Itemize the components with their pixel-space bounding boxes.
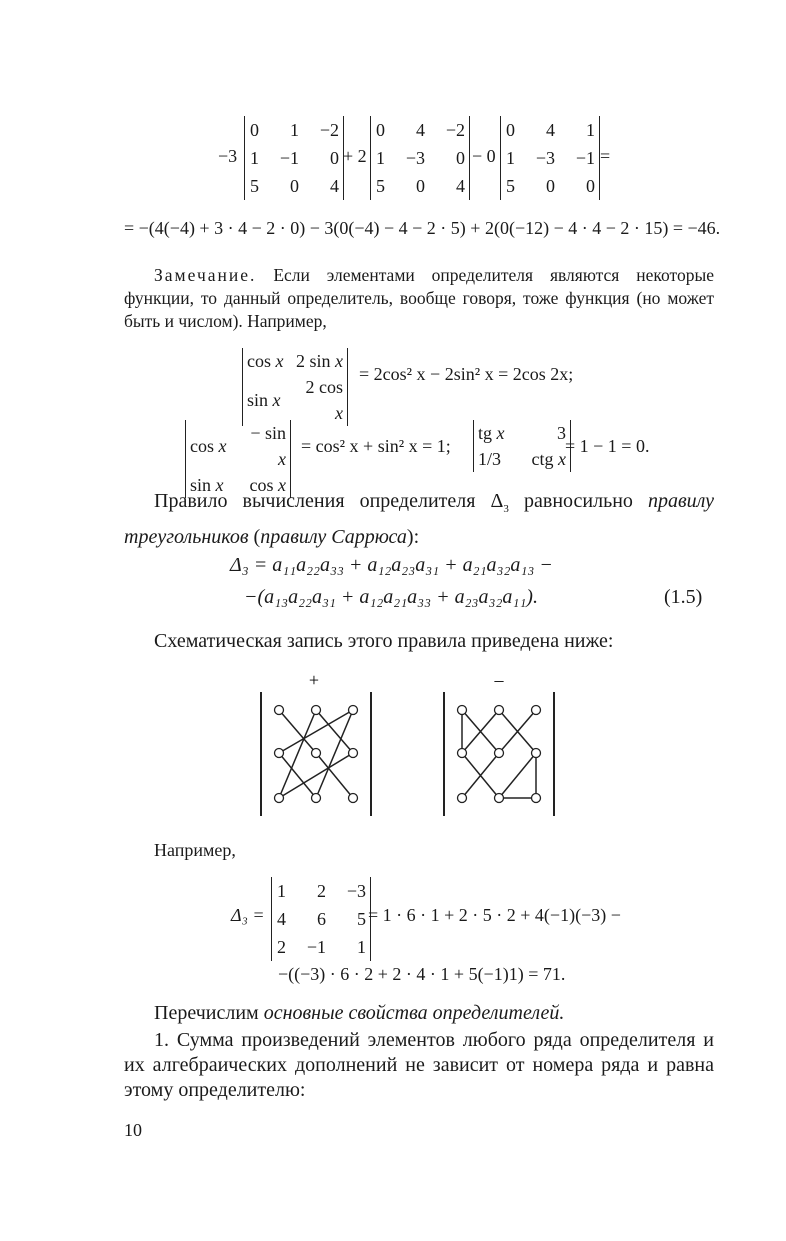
- determinant-1: [244, 116, 344, 200]
- detA-cell-1-2: 2 sin x: [295, 351, 343, 371]
- minus-node-1-2: [495, 706, 504, 715]
- detB-cell-2-2: cos x: [249, 475, 286, 495]
- detD-cell-1-1: 1: [277, 881, 286, 901]
- det3-cell-2-3: −1: [575, 148, 595, 168]
- detB-cell-1-2: − sin x: [250, 423, 286, 469]
- plus-edge-8: [279, 710, 353, 753]
- det2-cell-1-2: 4: [416, 120, 425, 140]
- zero-rhs: = 1 − 1 = 0.: [565, 436, 650, 456]
- delta-subscript: 3: [503, 503, 509, 515]
- det1-cell-3-3: 4: [330, 176, 339, 196]
- detD-cell-1-3: −3: [346, 881, 366, 901]
- one-rhs: = cos² x + sin² x = 1;: [301, 436, 451, 456]
- for-example-label: Например,: [154, 840, 236, 860]
- minus-node-1-3: [532, 706, 541, 715]
- coef-3: − 0: [472, 146, 496, 166]
- minus-edge-6: [499, 753, 536, 798]
- minus-node-2-2: [495, 749, 504, 758]
- numeric-line-2: −((−3) · 6 · 2 + 2 · 4 · 1 + 5(−1)1) = 71.: [278, 964, 566, 984]
- det2-cell-3-2: 0: [416, 176, 425, 196]
- page-number: 10: [124, 1120, 142, 1140]
- rule-name-triangles: правилу треугольников: [124, 490, 715, 548]
- detD-cell-2-3: 5: [357, 909, 366, 929]
- det1-cell-2-3: 0: [330, 148, 339, 168]
- plus-node-2-2: [312, 749, 321, 758]
- det1-cell-3-1: 5: [250, 176, 259, 196]
- detD-cell-3-2: −1: [306, 937, 326, 957]
- expansion-result: = −(4(−4) + 3 · 4 − 2 · 0) − 3(0(−4) − 4 − 2 · 5) + 2(0(−12) − 4 · 4 − 2 · 15) = −46.: [124, 218, 721, 238]
- remark-label: Замечание.: [154, 265, 257, 285]
- det3-cell-1-2: 4: [546, 120, 555, 140]
- plus-edge-5: [279, 710, 316, 798]
- formula-line-2: −(a₁₃a₂₂a₃₁ + a₁₂a₂₁a₃₃ + a₂₃a₃₂a₁₁).: [244, 586, 538, 608]
- minus-node-1-1: [458, 706, 467, 715]
- det2-cell-1-3: −2: [445, 120, 465, 140]
- schema-intro: Схематическая запись этого правила приведена ниже:: [154, 630, 614, 652]
- determinant-numeric: [271, 877, 371, 961]
- det2-cell-2-3: 0: [456, 148, 465, 168]
- det3-cell-1-3: 1: [586, 120, 595, 140]
- minus-node-2-3: [532, 749, 541, 758]
- coef-1: −3: [218, 146, 238, 166]
- plus-node-1-2: [312, 706, 321, 715]
- sarrus-schema: [250, 668, 570, 820]
- plus-node-3-2: [312, 794, 321, 803]
- coef-2: + 2: [343, 146, 367, 166]
- det3-cell-3-3: 0: [586, 176, 595, 196]
- detC-cell-2-2: ctg x: [531, 449, 566, 469]
- sarrus-intro-mid: равносильно: [508, 490, 648, 512]
- plus-label: +: [308, 670, 320, 690]
- minus-node-3-2: [495, 794, 504, 803]
- property-1: [124, 1028, 714, 1103]
- determinant-3: [500, 116, 600, 200]
- plus-node-2-1: [275, 749, 284, 758]
- plus-edge-6: [279, 753, 316, 798]
- schema-plus-diagram: [261, 692, 371, 816]
- det1-cell-1-2: 1: [290, 120, 299, 140]
- property-1-text: 1. Сумма произведений элементов любого ряда определителя и их алгебраических дополнений не зависит от номера ряда и равна этому определителю:: [124, 1029, 714, 1101]
- numeric-lhs: Δ₃ =: [231, 905, 265, 925]
- detD-cell-1-2: 2: [317, 881, 326, 901]
- formula-number: (1.5): [664, 586, 703, 608]
- det2-cell-1-1: 0: [376, 120, 385, 140]
- sarrus-intro-text: Правило вычисления определителя Δ: [154, 490, 504, 512]
- detB-cell-2-1: sin x: [190, 475, 224, 495]
- numeric-line-1: = 1 · 6 · 1 + 2 · 5 · 2 + 4(−1)(−3) −: [368, 905, 621, 925]
- plus-edge-2: [316, 753, 353, 798]
- detA-cell-2-2: 2 cos x: [305, 377, 343, 423]
- detA-cell-2-1: sin x: [247, 390, 281, 410]
- plus-node-1-3: [349, 706, 358, 715]
- plus-node-1-1: [275, 706, 284, 715]
- remark-paragraph: [124, 264, 714, 333]
- det3-cell-2-2: −3: [535, 148, 555, 168]
- minus-node-2-1: [458, 749, 467, 758]
- equals-sign: =: [600, 146, 611, 166]
- det1-cell-1-1: 0: [250, 120, 259, 140]
- det3-cell-2-1: 1: [506, 148, 515, 168]
- det3-cell-1-1: 0: [506, 120, 515, 140]
- properties-intro-italic: основные свойства определителей.: [263, 1002, 565, 1024]
- formula-line-1: Δ₃ = a₁₁a₂₂a₃₃ + a₁₂a₂₃a₃₁ + a₂₁a₃₂a₁₃ −: [230, 554, 553, 576]
- det2-cell-2-1: 1: [376, 148, 385, 168]
- detC-cell-1-2: 3: [557, 423, 566, 443]
- detD-cell-3-1: 2: [277, 937, 286, 957]
- det1-cell-2-2: −1: [279, 148, 299, 168]
- det2-cell-3-3: 4: [456, 176, 465, 196]
- properties-intro-plain: Перечислим: [154, 1002, 264, 1024]
- det3-cell-3-2: 0: [546, 176, 555, 196]
- schema-minus-diagram: [444, 692, 554, 816]
- detD-cell-2-2: 6: [317, 909, 326, 929]
- minus-label: –: [494, 670, 504, 690]
- plus-edge-7: [316, 710, 353, 798]
- plus-node-3-1: [275, 794, 284, 803]
- detD-cell-2-1: 4: [277, 909, 286, 929]
- detC-cell-1-1: tg x: [478, 423, 505, 443]
- paren-open: (: [248, 526, 261, 548]
- det3-cell-3-1: 5: [506, 176, 515, 196]
- plus-edge-3: [316, 710, 353, 753]
- rule-name-sarrus: правилу Саррюса: [260, 526, 407, 548]
- determinant-2: [370, 116, 470, 200]
- determinant-cos-sin: [242, 348, 348, 426]
- detB-cell-1-1: cos x: [190, 436, 227, 456]
- detC-cell-2-1: 1/3: [478, 449, 502, 469]
- detA-cell-1-1: cos x: [247, 351, 284, 371]
- cos2x-rhs: = 2cos² x − 2sin² x = 2cos 2x;: [359, 364, 574, 384]
- plus-node-2-3: [349, 749, 358, 758]
- det2-cell-2-2: −3: [405, 148, 425, 168]
- detD-cell-3-3: 1: [357, 937, 366, 957]
- minus-node-3-3: [532, 794, 541, 803]
- plus-edge-4: [279, 753, 353, 798]
- det1-cell-2-1: 1: [250, 148, 259, 168]
- paren-close: ):: [406, 526, 420, 548]
- det1-cell-3-2: 0: [290, 176, 299, 196]
- properties-intro: [154, 1002, 564, 1025]
- det1-cell-1-3: −2: [319, 120, 339, 140]
- plus-node-3-3: [349, 794, 358, 803]
- plus-edge-1: [279, 710, 316, 753]
- sarrus-intro: [124, 487, 714, 551]
- det2-cell-3-1: 5: [376, 176, 385, 196]
- remark-text: Если элементами определителя являются некоторые функции, то данный определитель, вообще говоря, тоже функция (но может быть и числом). Например,: [124, 265, 714, 331]
- minus-node-3-1: [458, 794, 467, 803]
- determinant-tg-ctg: [473, 420, 571, 472]
